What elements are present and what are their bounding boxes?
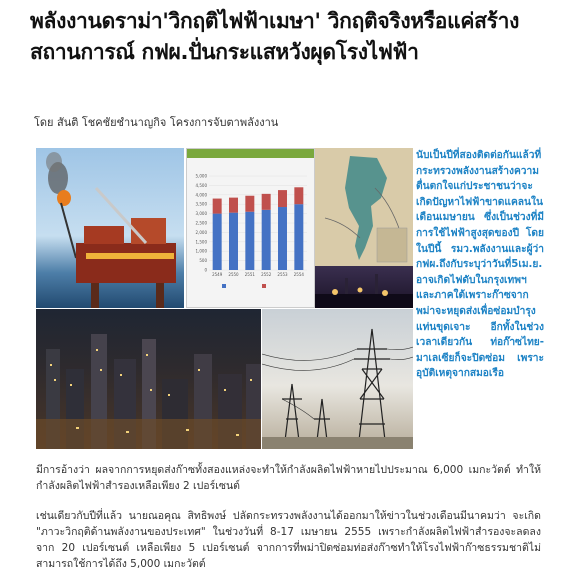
photo-oil-rig — [36, 148, 184, 308]
y-tick-label: 3,500 — [195, 201, 207, 207]
photo-city-night — [36, 309, 261, 449]
x-tick-label: 2553 — [277, 272, 288, 277]
legend-swatch-1 — [262, 284, 266, 288]
y-tick-label: 1,000 — [195, 248, 207, 254]
chart-header-bar — [187, 149, 314, 158]
tower-illustration — [262, 309, 413, 449]
y-tick-label: 2,000 — [195, 229, 207, 235]
legend-swatch-0 — [222, 284, 226, 288]
thailand-map-illustration — [315, 148, 413, 266]
bar-segment-2554-1 — [294, 187, 303, 204]
bar-segment-2553-1 — [278, 190, 287, 207]
x-tick-label: 2550 — [228, 272, 239, 277]
article-headline: พลังงานดราม่า'วิกฤติไฟฟ้าเมษา' วิกฤติจริงหรือแค่สร้างสถานการณ์ กฟผ.ปั่นกระแสหวังผุดโรงไฟฟ้า — [30, 9, 520, 64]
article-paragraph-2: เช่นเดียวกับปีที่แล้ว นายณอคุณ สิทธิพงษ์ ปลัดกระทรวงพลังงานได้ออกมาให้ข่าวในช่วงเดือนมีนาคมว่า จะเกิด "ภาวะวิกฤติด้านพลังงานของประเทศ" ในช่วงวันที่ 8-17 เมษายน 2555 เพราะกำลังผลิตไฟฟ้าสำรองจะลดลงจาก 20 เปอร์เซนต์ เหลือเพียง 5 เปอร์เซนต์ จากการที่พม่าปิดซ่อมท่อส่งก๊าซทำให้โรงไฟฟ้าก๊าซธรรมชาติไม่สามารถใช้การได้ถึง 5,000 เมกะวัตต์ — [36, 510, 541, 570]
bar-segment-2552-0 — [262, 210, 271, 270]
y-tick-label: 0 — [204, 267, 207, 273]
article-byline: โดย สันติ โชคชัยชำนาญกิจ โครงการจับตาพลังงาน — [34, 116, 279, 129]
photo-map — [315, 148, 413, 266]
chart-panel — [186, 148, 315, 308]
oil-rig-illustration — [36, 148, 184, 308]
y-tick-label: 2,500 — [195, 220, 207, 226]
y-tick-label: 4,000 — [195, 192, 207, 198]
bar-segment-2552-1 — [262, 194, 271, 210]
bar-segment-2554-0 — [294, 204, 303, 270]
article-intro-highlight: นับเป็นปีที่สองติดต่อกันแล้วที่กระทรวงพลังงานสร้างความตื่นตกใจแก่ประชาชนว่าจะเกิดปัญหาไฟฟ้าขาดแคลนในเดือนเมษายน ซึ่งเป็นช่วงที่มีการใช้ไฟฟ้าสูงสุดของปี โดยในปีนี้ รมว.พลังงานและผู้ว่ากฟผ.ถึงกับระบุว่าวันที่5เม.ย. อาจเกิดไฟดับในกรุงเทพฯและภาคใต้เพราะก๊าซจากพม่าจะหยุดส่งเพื่อซ่อมบำรุงแท่นขุดเจาะ อีกทั้งในช่วงเวลาเดียวกัน ท่อก๊าซไทย-มาเลเซียก็จะปิดซ่อม เพราะอุบัติเหตุจากสมอเรือ — [416, 150, 544, 380]
y-tick-label: 4,500 — [195, 182, 207, 188]
night-plant-illustration — [315, 266, 413, 308]
y-tick-label: 5,000 — [195, 173, 207, 179]
bar-segment-2549-0 — [213, 214, 222, 270]
article-paragraph-1: มีการอ้างว่า ผลจากการหยุดส่งก๊าซทั้งสองแหล่งจะทำให้กำลังผลิตไฟฟ้าหายไปประมาณ 6,000 เมกะวัตต์ ทำให้กำลังผลิตไฟฟ้าสำรองเหลือเพียง 2 เปอร์เซนต์ — [36, 464, 541, 492]
bar-segment-2549-1 — [213, 199, 222, 214]
bar-segment-2553-0 — [278, 207, 287, 270]
x-tick-label: 2554 — [293, 272, 304, 277]
y-tick-label: 3,000 — [195, 211, 207, 217]
y-tick-label: 500 — [199, 258, 207, 264]
photo-night-plant — [315, 266, 413, 308]
city-night-illustration — [36, 309, 261, 449]
bar-segment-2550-0 — [229, 213, 238, 270]
x-tick-label: 2549 — [212, 272, 223, 277]
stacked-bar-chart — [187, 158, 314, 298]
x-tick-label: 2552 — [261, 272, 272, 277]
photo-transmission-tower — [262, 309, 413, 449]
bar-segment-2551-0 — [245, 212, 254, 270]
x-tick-label: 2551 — [244, 272, 255, 277]
bar-segment-2551-1 — [245, 196, 254, 212]
y-tick-label: 1,500 — [195, 239, 207, 245]
bar-segment-2550-1 — [229, 198, 238, 213]
